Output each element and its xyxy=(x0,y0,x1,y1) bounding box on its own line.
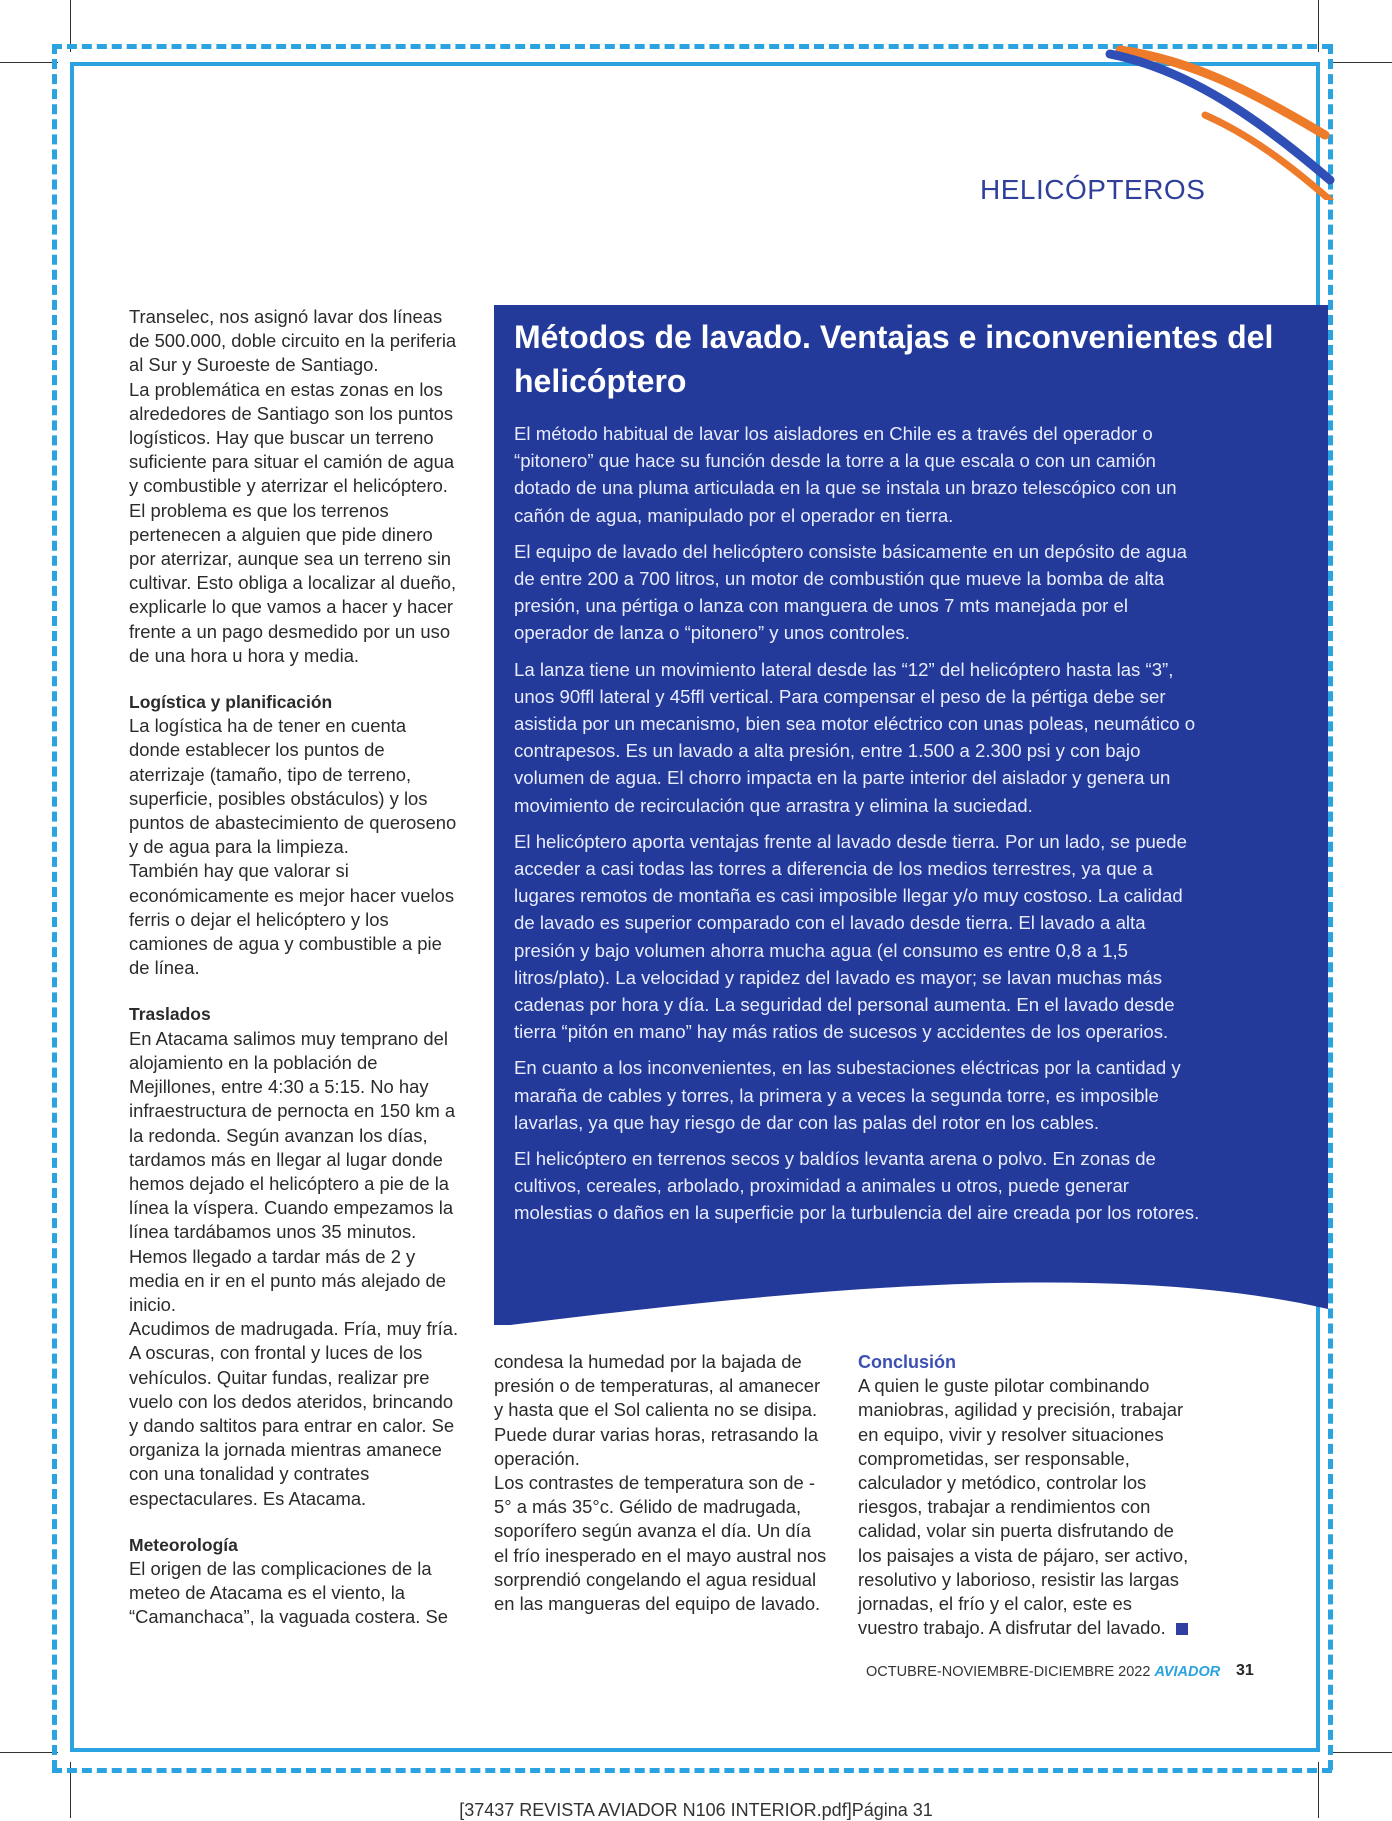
footer xyxy=(866,1664,1220,1680)
right-column xyxy=(858,1350,1194,1640)
feature-paragraph: En cuanto a los inconvenientes, en las subestaciones eléctricas por la cantidad y maraña de cables y torres, la primera y a veces la segunda torre, es imposible lavarlas, ya que hay riesgo de dar con las palas del rotor en los cables. xyxy=(514,1057,1181,1133)
feature-paragraph: El equipo de lavado del helicóptero consiste básicamente en un depósito de agua de entre 200 a 700 litros, un motor de combustión que mueve la bomba de alta presión, una pértiga o lanza con manguera de unos 7 mts manejada por el operador de lanza o “pitonero” y unos controles. xyxy=(514,540,1187,644)
middle-column xyxy=(494,1350,830,1616)
paragraph: Transelec, nos asignó lavar dos líneas de 500.000, doble circuito en la periferia al Sur y Suroeste de Santiago. xyxy=(129,306,457,376)
paragraph: También hay que valorar si económicamente es mejor hacer vuelos ferris o dejar el helicóptero y los camiones de agua y combustible a pie de línea. xyxy=(129,860,455,979)
subheading-meteorologia: Meteorología xyxy=(129,1534,238,1555)
issue-date: OCTUBRE-NOVIEMBRE-DICIEMBRE 2022 xyxy=(866,1664,1151,1680)
paragraph: Los contrastes de temperatura son de - 5° a más 35°c. Gélido de madrugada, soporífero según avanza el día. Un día el frío inesperado en el mayo austral nos sorprendió congelando el agua residual en las mangueras del equipo de lavado. xyxy=(494,1472,827,1615)
crop-mark xyxy=(0,1752,58,1753)
paragraph: El origen de las complicaciones de la meteo de Atacama es el viento, la “Camanchaca”, la vaguada costera. Se xyxy=(129,1557,448,1628)
end-of-article-icon xyxy=(1176,1623,1188,1635)
paragraph: Acudimos de madrugada. Fría, muy fría. A oscuras, con frontal y luces de los vehículos. Quitar fundas, realizar pre vuelo con los dedos ateridos, brincando y dando saltitos para entrar en calor. Se organiza la jornada mientras amanece con una tonalidad y contrates espectaculares. Es Atacama. xyxy=(129,1318,459,1509)
print-slug: [37437 REVISTA AVIADOR N106 INTERIOR.pdf]Página 31 xyxy=(459,1800,933,1820)
crop-mark xyxy=(1332,62,1392,63)
feature-box-body xyxy=(514,420,1204,1236)
bleed-line-right xyxy=(1328,44,1333,1770)
magazine-name: AVIADOR xyxy=(1154,1664,1221,1680)
conclusion-text xyxy=(858,1374,1194,1640)
paragraph: condesa la humedad por la bajada de presión o de temperaturas, al amanecer y hasta que el Sol calienta no se disipa. Puede durar varias horas, retrasando la operación. xyxy=(494,1351,821,1469)
paragraph: La problemática en estas zonas en los alrededores de Santiago son los puntos logísticos. Hay que buscar un terreno suficiente para situar el camión de agua y combustible y aterrizar el helicóptero. El problema es que los terrenos pertenecen a alguien que pide dinero por aterrizar, aunque sea un terreno sin cultivar. Esto obliga a localizar al dueño, explicarle lo que vamos a hacer y hacer frente a un pago desmedido por un uso de una hora u hora y media. xyxy=(129,378,457,666)
crop-mark xyxy=(0,62,58,63)
feature-paragraph: La lanza tiene un movimiento lateral desde las “12” del helicóptero hasta las “3”, unos 90ffl lateral y 45ffl vertical. Para compensar el peso de la pértiga debe ser asistida por un mecanismo, bien sea motor eléctrico con unas poleas, neumático o contrapesos. Es un lavado a alta presión, entre 1.500 a 2.300 psi y con bajo volumen de agua. El chorro impacta en la parte interior del aislador y genera un movimiento de recirculación que arrastra y elimina la suciedad. xyxy=(514,658,1196,816)
subheading-logistica: Logística y planificación xyxy=(129,692,333,713)
feature-box xyxy=(494,305,1328,1325)
left-column xyxy=(129,305,461,1630)
feature-paragraph: El método habitual de lavar los aisladores en Chile es a través del operador o “pitonero” que hace su función desde la torre a la que escala o con un camión dotado de una pluma articulada en la que se instala un brazo telescópico con un cañón de agua, manipulado por el operador en tierra. xyxy=(514,423,1177,526)
conclusion-body: A quien le guste pilotar combinando maniobras, agilidad y precisión, trabajar en equipo, vivir y resolver situaciones comprometidas, ser responsable, calculador y metódico, controlar los riesgos, trabajar a rendimientos con calidad, volar sin puerta disfrutando de los paisajes a vista de pájaro, ser activo, resolutivo y laborioso, resistir las largas jornadas, el frío y el calor, este es vuestro trabajo. A disfrutar del lavado. xyxy=(858,1375,1189,1639)
paragraph: En Atacama salimos muy temprano del alojamiento en la población de Mejillones, entre 4:30 a 5:15. No hay infraestructura de pernocta en 150 km a la redonda. Según avanzan los días, tardamos más en llegar al lugar donde hemos dejado el helicóptero a pie de la línea la víspera. Cuando empezamos la línea tardábamos unos 35 minutos. Hemos llegado a tardar más de 2 y media en ir en el punto más alejado de inicio. xyxy=(129,1027,456,1315)
conclusion-heading: Conclusión xyxy=(858,1352,956,1372)
page-number: 31 xyxy=(1236,1662,1254,1679)
feature-paragraph: El helicóptero en terrenos secos y baldíos levanta arena o polvo. En zonas de cultivos, cereales, arbolado, proximidad a animales u otros, puede generar molestias o daños en la superficie por la turbulencia del aire creada por los rotores. xyxy=(514,1148,1200,1224)
crop-mark xyxy=(1332,1752,1392,1753)
bleed-line-bottom xyxy=(52,1768,1332,1773)
section-label: HELICÓPTEROS xyxy=(980,174,1206,205)
feature-box-title: Métodos de lavado. Ventajas e inconvenientes del helicóptero xyxy=(514,319,1274,399)
bleed-line-left xyxy=(52,44,57,1770)
paragraph: La logística ha de tener en cuenta donde establecer los puntos de aterrizaje (tamaño, tipo de terreno, superficie, posibles obstáculos) y los puntos de abastecimiento de queroseno y de agua para la limpieza. xyxy=(129,715,457,858)
subheading-traslados: Traslados xyxy=(129,1004,211,1025)
feature-paragraph: El helicóptero aporta ventajas frente al lavado desde tierra. Por un lado, se puede acceder a casi todas las torres a diferencia de los medios terrestres, ya que a lugares remotos de montaña es casi imposible llegar y/o muy costoso. La calidad de lavado es superior comparado con el lavado desde tierra. El lavado a alta presión y bajo volumen ahorra mucha agua (el consumo es entre 0,8 a 1,5 litros/plato). La velocidad y rapidez del lavado es mayor; se lavan muchas más cadenas por hora y día. La seguridad del personal aumenta. En el lavado desde tierra “pitón en mano” hay más ratios de sucesos y accidentes de los operarios. xyxy=(514,830,1187,1043)
